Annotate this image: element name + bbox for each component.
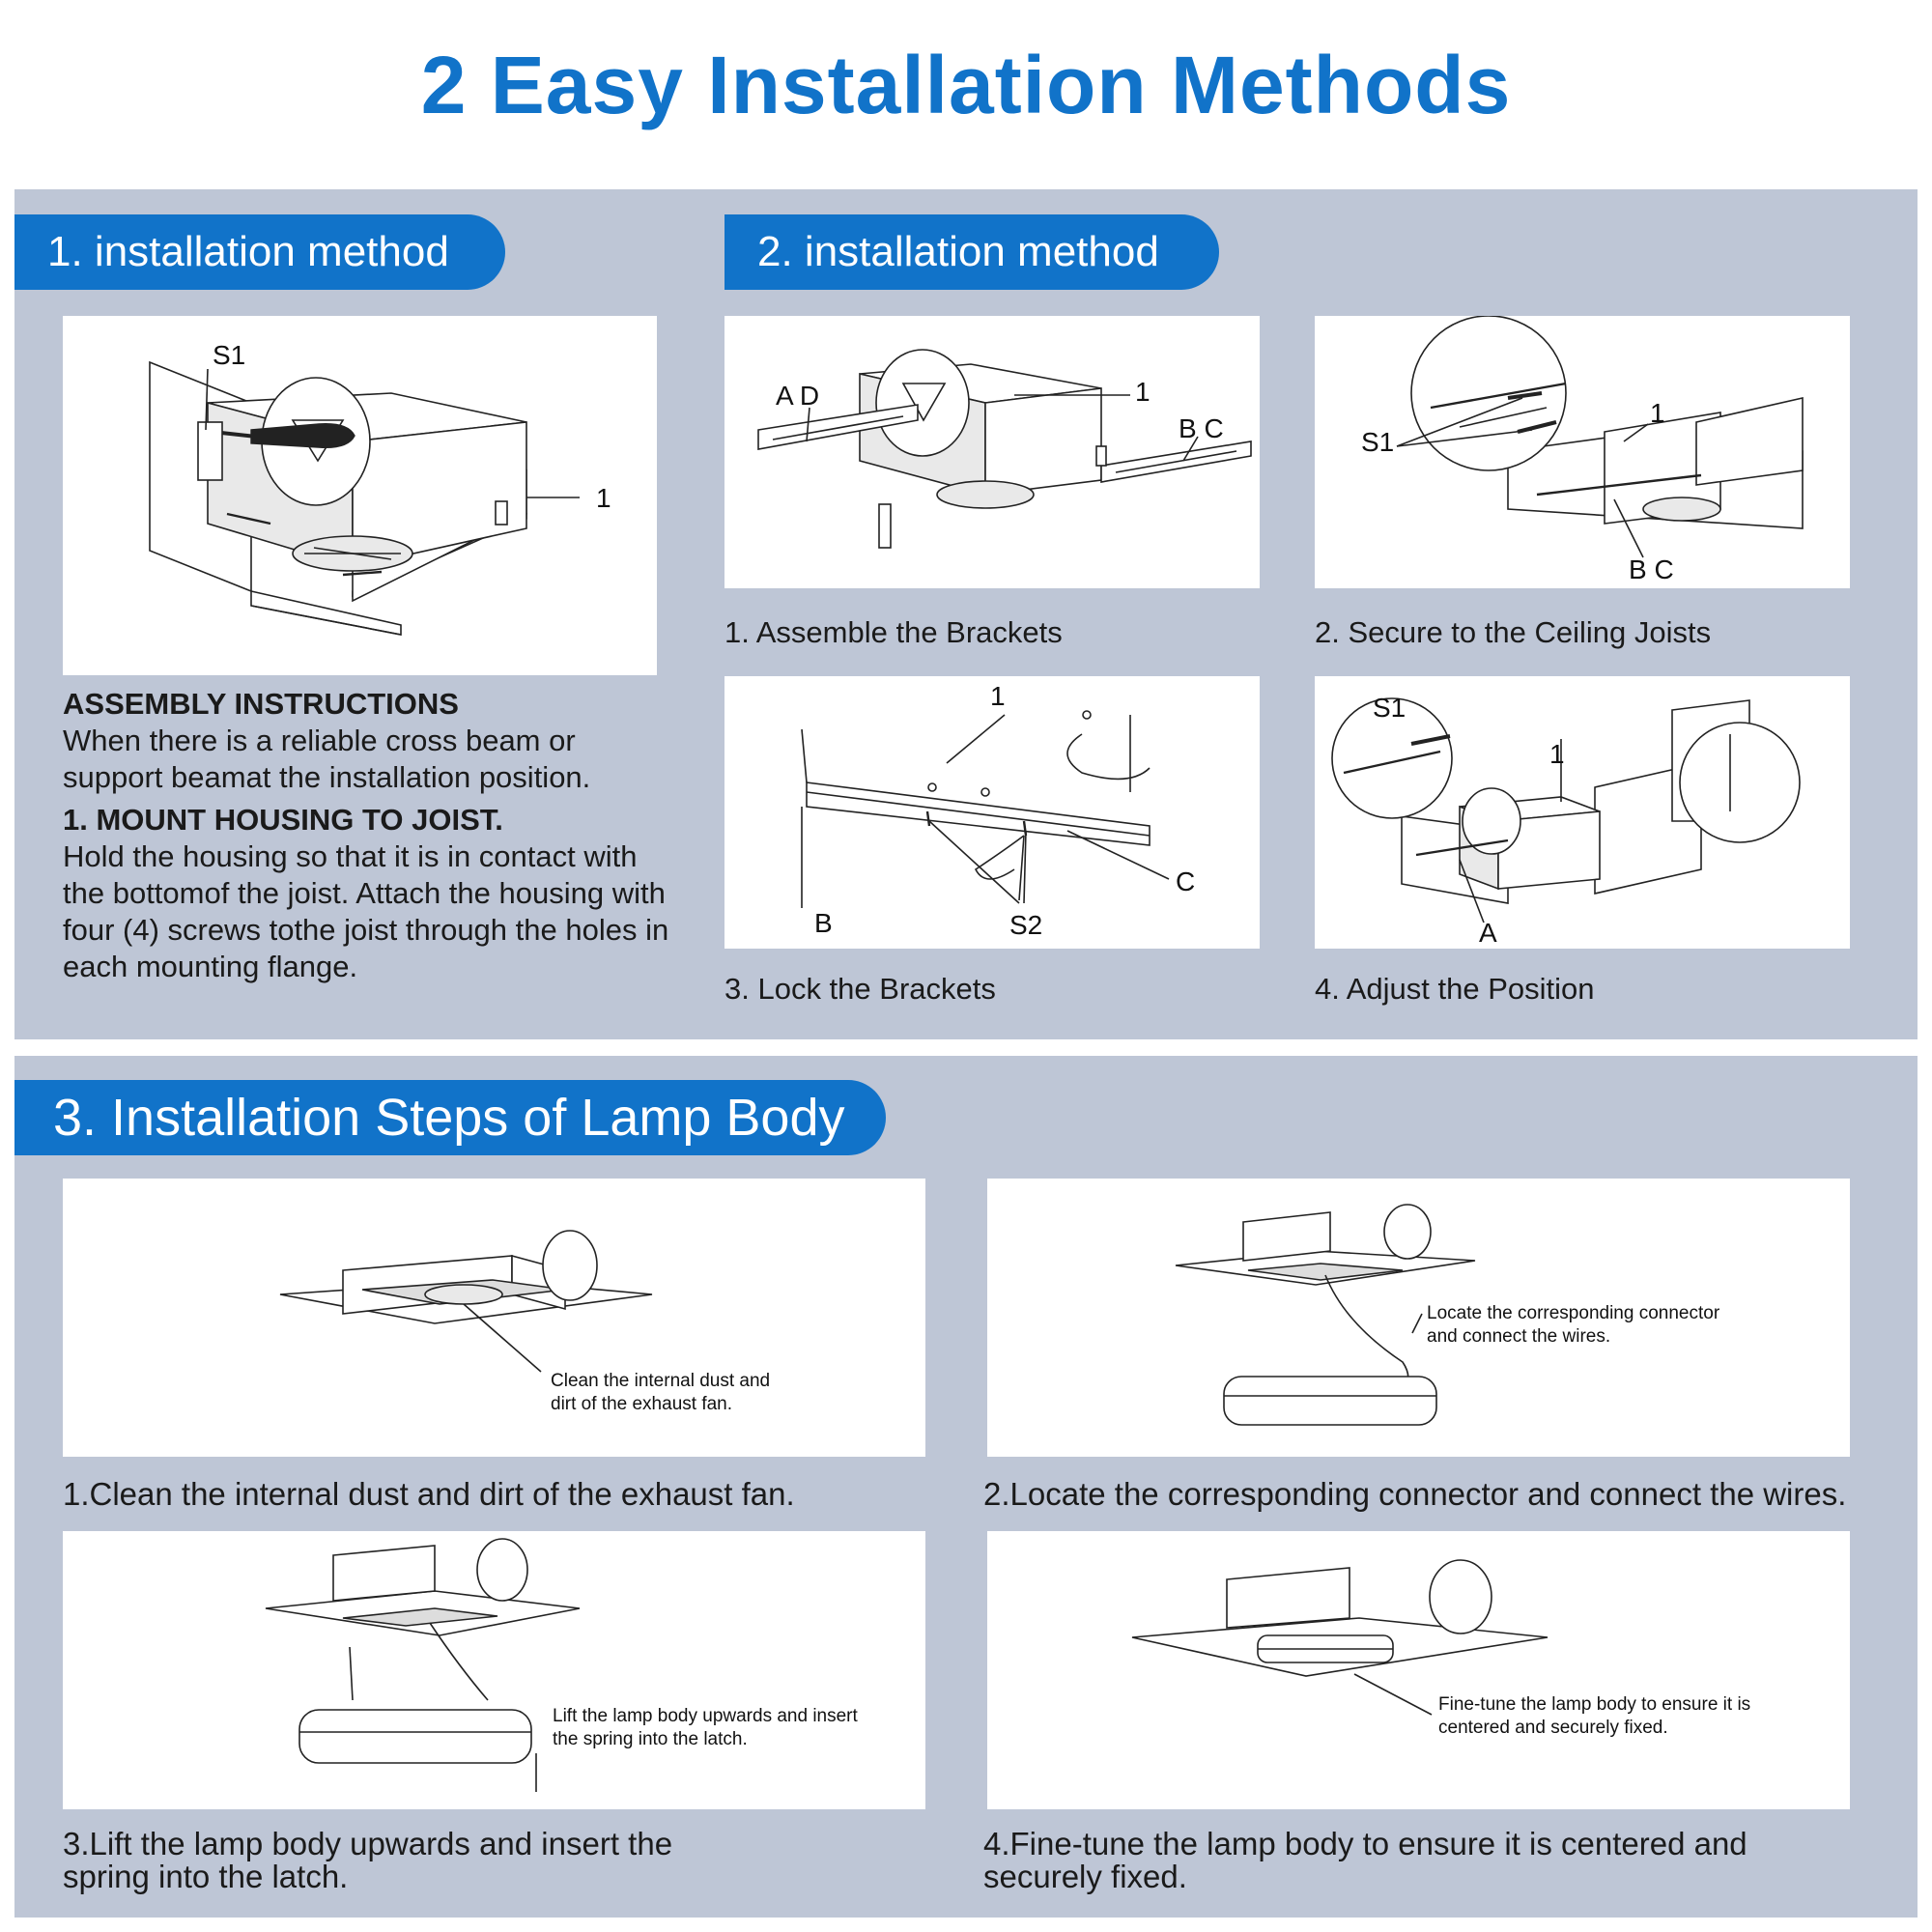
label-b: B [814,908,833,938]
label-s1: S1 [1373,693,1406,723]
label-s1: S1 [213,340,246,370]
assembly-instructions [63,686,681,991]
page-title: 2 Easy Installation Methods [420,40,1512,130]
label-a: A [1479,918,1497,948]
method2-step2-caption: 2. Secure to the Ceiling Joists [1315,615,1712,649]
method2-step4-caption: 4. Adjust the Position [1315,972,1595,1006]
method2-step4-diagram [1315,676,1850,949]
method2-step2-diagram [1315,316,1850,588]
label-bc: B C [1629,554,1674,584]
assembly-text: When there is a reliable cross beam or support beamat the installation position. [63,724,591,794]
label-1: 1 [1135,377,1151,407]
lamp-step3-note-line1: Lift the lamp body upwards and insert [553,1706,858,1726]
label-1: 1 [596,483,611,513]
lamp-step4-caption: 4.Fine-tune the lamp body to ensure it is centered and securely fixed. [983,1826,1747,1894]
lamp-step1-caption: 1.Clean the internal dust and dirt of the exhaust fan. [63,1476,795,1512]
lamp-step1-diagram [63,1179,925,1457]
lamp-step3-diagram [63,1531,925,1809]
lamp-tab: 3. Installation Steps of Lamp Body [14,1080,886,1155]
method2-step1-diagram [724,316,1260,588]
method1-diagram [63,316,657,675]
label-s2: S2 [1009,910,1043,940]
lamp-step2-note-line2: and connect the wires. [1427,1326,1611,1347]
lamp-step3-caption: 3.Lift the lamp body upwards and insert the spring into the latch. [63,1826,673,1894]
method2-tab: 2. installation method [724,214,1219,290]
method1-tab: 1. installation method [14,214,505,290]
method2-step3-diagram [724,676,1260,949]
lamp-step4-note-line1: Fine-tune the lamp body to ensure it is [1438,1694,1751,1715]
mount-heading: 1. MOUNT HOUSING TO JOIST. [63,803,503,837]
label-ad: A D [776,381,820,411]
lamp-step2-caption: 2.Locate the corresponding connector and connect the wires. [983,1476,1847,1512]
label-s1: S1 [1361,427,1395,457]
method2-step3-caption: 3. Lock the Brackets [724,972,996,1006]
mount-text: Hold the housing so that it is in contact with the bottomof the joist. Attach the housing with four (4) screws tothe joist through the holes in each mounting flange. [63,839,669,983]
label-bc: B C [1179,413,1224,443]
label-c: C [1176,867,1196,896]
assembly-heading: ASSEMBLY INSTRUCTIONS [63,687,459,721]
lamp-step2-note-line1: Locate the corresponding connector [1427,1303,1720,1323]
lamp-step2-diagram [987,1179,1850,1457]
lamp-step1-note-line2: dirt of the exhaust fan. [551,1394,733,1414]
method2-step1-caption: 1. Assemble the Brackets [724,615,1063,649]
lamp-step3-note-line2: the spring into the latch. [553,1729,748,1749]
label-1: 1 [990,681,1006,711]
lamp-step4-diagram [987,1531,1850,1809]
lamp-step4-note-line2: centered and securely fixed. [1438,1718,1668,1738]
label-1: 1 [1650,398,1665,428]
lamp-step1-note-line1: Clean the internal dust and [551,1371,771,1391]
label-1: 1 [1549,739,1565,769]
